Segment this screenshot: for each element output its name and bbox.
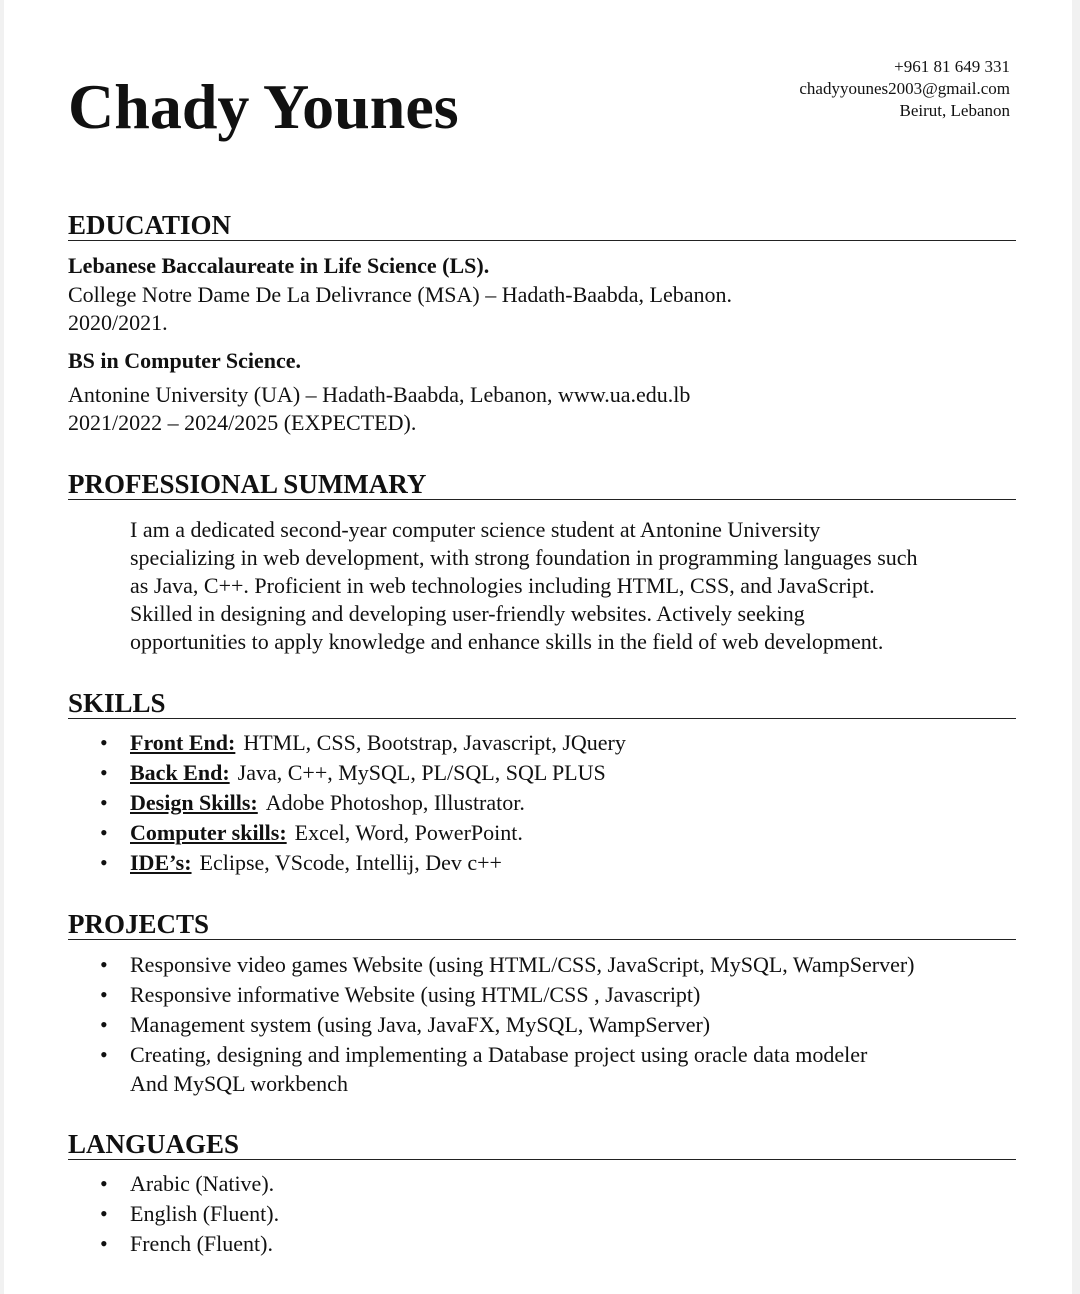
list-item: • Responsive informative Website (using HTML/CSS , Javascript): [98, 980, 915, 1010]
skill-label: Computer skills:: [130, 820, 287, 845]
list-item: [98, 728, 626, 758]
list-item: • Responsive video games Website (using HTML/CSS, JavaScript, MySQL, WampServer): [98, 950, 915, 980]
list-item: • English (Fluent).: [98, 1199, 279, 1229]
list-item: [98, 818, 626, 848]
skill-label: Design Skills:: [130, 790, 258, 815]
education-dates-2: 2021/2022 – 2024/2025 (EXPECTED).: [68, 410, 417, 435]
skill-value: Eclipse, VScode, Intellij, Dev c++: [199, 850, 502, 875]
summary-line: opportunities to apply knowledge and enhance skills in the field of web development.: [130, 629, 884, 654]
projects-heading: PROJECTS: [68, 909, 1016, 940]
summary-line: as Java, C++. Proficient in web technologies including HTML, CSS, and JavaScript.: [130, 573, 875, 598]
skill-value: Excel, Word, PowerPoint.: [294, 820, 523, 845]
education-school-2: Antonine University (UA) – Hadath-Baabda, Lebanon, www.ua.edu.lb: [68, 382, 691, 407]
candidate-name: Chady Younes: [68, 71, 459, 142]
summary-line: Skilled in designing and developing user-friendly websites. Actively seeking: [130, 601, 805, 626]
languages-list: [98, 1169, 279, 1259]
languages-heading: LANGUAGES: [68, 1129, 1016, 1160]
location: Beirut, Lebanon: [899, 101, 1010, 120]
list-item: [98, 758, 626, 788]
education-dates-1: 2020/2021.: [68, 310, 168, 335]
email-address: chadyyounes2003@gmail.com: [799, 79, 1010, 98]
education-heading: EDUCATION: [68, 210, 1016, 241]
list-item: • Arabic (Native).: [98, 1169, 279, 1199]
skill-value: Java, C++, MySQL, PL/SQL, SQL PLUS: [237, 760, 606, 785]
contact-block: [799, 56, 1010, 122]
skill-value: HTML, CSS, Bootstrap, Javascript, JQuery: [243, 730, 626, 755]
summary-line: I am a dedicated second-year computer science student at Antonine University: [130, 517, 821, 542]
education-school-1: College Notre Dame De La Delivrance (MSA) – Hadath-Baabda, Lebanon.: [68, 282, 733, 307]
skill-label: Back End:: [130, 760, 230, 785]
summary-line: specializing in web development, with strong foundation in programming languages such: [130, 545, 918, 570]
skill-value: Adobe Photoshop, Illustrator.: [265, 790, 525, 815]
list-item: • French (Fluent).: [98, 1229, 279, 1259]
education-degree-1: Lebanese Baccalaureate in Life Science (LS).: [68, 253, 490, 278]
skills-list: [98, 728, 626, 878]
list-item: • Management system (using Java, JavaFX, MySQL, WampServer): [98, 1010, 915, 1040]
list-item: [98, 848, 626, 878]
skill-label: Front End:: [130, 730, 236, 755]
list-item: [98, 788, 626, 818]
education-degree-2: BS in Computer Science.: [68, 348, 302, 373]
summary-text: [130, 516, 1030, 656]
summary-heading: PROFESSIONAL SUMMARY: [68, 469, 1016, 500]
project-text: Creating, designing and implementing a Database project using oracle data modeler: [130, 1042, 868, 1067]
list-item: [98, 1040, 915, 1098]
projects-list: [98, 950, 915, 1098]
project-text-continuation: And MySQL workbench: [130, 1071, 348, 1096]
resume-page: [4, 0, 1072, 1294]
skills-heading: SKILLS: [68, 688, 1016, 719]
skill-label: IDE’s:: [130, 850, 192, 875]
phone-number: +961 81 649 331: [894, 57, 1010, 76]
